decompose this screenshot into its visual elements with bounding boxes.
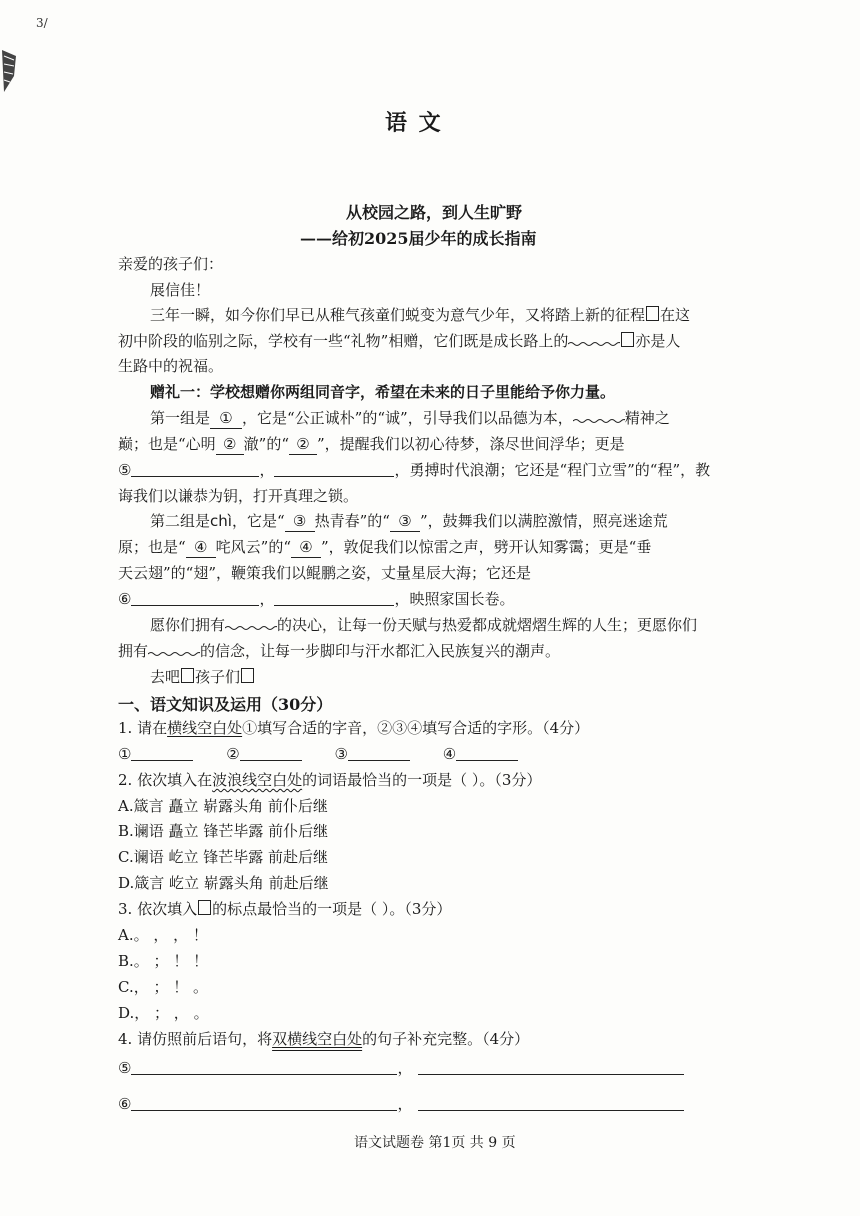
option-a: A.。 ， ， ！ [118, 926, 208, 944]
letter-heading: 从校园之路，到人生旷野 [346, 203, 523, 222]
punctuation-box [241, 668, 254, 683]
binding-mark-icon [0, 46, 18, 96]
wavy-blank [225, 625, 277, 631]
page-footer: 语文试题卷 第1页 共 9 页 [354, 1135, 516, 1151]
question-2: 2. 依次填入在波浪线空白处的词语最恰当的一项是（ ）。（3分） [118, 771, 542, 789]
paragraph-line: 去吧 孩子们 [150, 667, 255, 687]
paragraph-line: 三年一瞬，如今你们早已从稚气孩童们蜕变为意气少年，又将踏上新的征程 在这 [150, 306, 691, 324]
greeting: 亲爱的孩子们： [118, 255, 224, 273]
question-3: 3. 依次填入 的标点最恰当的一项是（ ）。（3分） [118, 900, 452, 918]
gift-heading: 赠礼一：学校想赠你两组同音字，希望在未来的日子里能给予你力量。 [150, 383, 616, 401]
question-4: 4. 请仿照前后语句，将双横线空白处的句子补充完整。（4分） [118, 1030, 530, 1048]
paragraph-line: 拥有 的信念，让每一步脚印与汗水都汇入民族复兴的潮声。 [118, 642, 561, 660]
wavy-blank [568, 341, 620, 347]
paragraph-line: ⑥ ， ，映照家国长卷。 [118, 590, 515, 608]
punctuation-box [646, 306, 659, 321]
option-d: D.， ； ， 。 [118, 1004, 209, 1022]
answer-blank[interactable] [131, 746, 193, 761]
option-b: B.谰语 矗立 锋芒毕露 前仆后继 [118, 822, 329, 840]
option-d: D.箴言 屹立 崭露头角 前赴后继 [118, 874, 329, 892]
greeting-2: 展信佳！ [150, 281, 211, 299]
paragraph-line: 第二组是chì，它是“ ③ 热青春”的“ ③ ”，鼓舞我们以满腔激情，照亮迷途荒 [150, 512, 668, 530]
punctuation-box [621, 332, 634, 347]
answer-blank[interactable] [418, 1096, 684, 1111]
answer-blank[interactable] [131, 1096, 397, 1111]
answer-line-5: ⑤ ， [118, 1058, 684, 1078]
blank-1: ① [210, 408, 242, 429]
letter-subheading: ——给初2025届少年的成长指南 [300, 229, 537, 248]
double-blank [131, 591, 259, 606]
paragraph-line: 诲我们以谦恭为钥，打开真理之锁。 [118, 487, 359, 505]
section-heading: 一、语文知识及运用（30分） [118, 695, 333, 714]
blank-3: ③ [285, 511, 315, 532]
answer-blank[interactable] [418, 1060, 684, 1075]
answer-blank[interactable] [240, 746, 302, 761]
double-blank [274, 591, 394, 606]
paragraph-line: 原；也是“ ④ 咤风云”的“ ④ ”，敦促我们以惊雷之声，劈开认知雾霭；更是“垂 [118, 538, 652, 556]
punctuation-box [181, 668, 194, 683]
paragraph-line: 天云翅”的“翅”，鞭策我们以鲲鹏之姿，丈量星辰大海；它还是 [118, 564, 532, 582]
blank-4b: ④ [291, 537, 321, 558]
wavy-blank [148, 651, 200, 657]
paragraph-line: ⑤ ， ，勇搏时代浪潮；它还是“程门立雪”的“程”，教 [118, 461, 711, 479]
paragraph-line: 生路中的祝福。 [118, 357, 224, 375]
blank-4: ④ [186, 537, 216, 558]
answer-blank[interactable] [131, 1060, 397, 1075]
answer-blank[interactable] [348, 746, 410, 761]
option-b: B.。 ； ！ ！ [118, 952, 209, 970]
paragraph-line: 愿你们拥有 的决心，让每一份天赋与热爱都成就熠熠生辉的人生；更愿你们 [150, 616, 698, 634]
option-a: A.箴言 矗立 崭露头角 前仆后继 [118, 797, 328, 815]
option-c: C.， ； ！ 。 [118, 978, 209, 996]
wavy-blank [573, 418, 625, 424]
answer-line-1: ① ② ③ ④ [118, 744, 518, 764]
option-c: C.谰语 屹立 锋芒毕露 前赴后继 [118, 848, 329, 866]
paragraph-line: 巅；也是“心明 ② 澈”的“ ② ”，提醒我们以初心待梦，涤尽世间浮华；更是 [118, 435, 625, 453]
page-title: 语 文 [385, 110, 443, 136]
blank-2b: ② [289, 434, 317, 455]
answer-blank[interactable] [456, 746, 518, 761]
question-1: 1. 请在横线空白处①填写合适的字音，②③④填写合适的字形。（4分） [118, 719, 590, 737]
paragraph-line: 第一组是 ① ，它是“公正诚朴”的“诚”，引导我们以品德为本， 精神之 [150, 409, 670, 427]
answer-line-6: ⑥ ， [118, 1094, 684, 1114]
double-blank [131, 462, 259, 477]
blank-2: ② [216, 434, 244, 455]
corner-mark: 3/ [36, 16, 48, 30]
double-blank [274, 462, 394, 477]
punctuation-box [198, 900, 211, 915]
blank-3b: ③ [390, 511, 420, 532]
paragraph-line: 初中阶段的临别之际，学校有一些“礼物”相赠，它们既是成长路上的 亦是人 [118, 332, 681, 350]
